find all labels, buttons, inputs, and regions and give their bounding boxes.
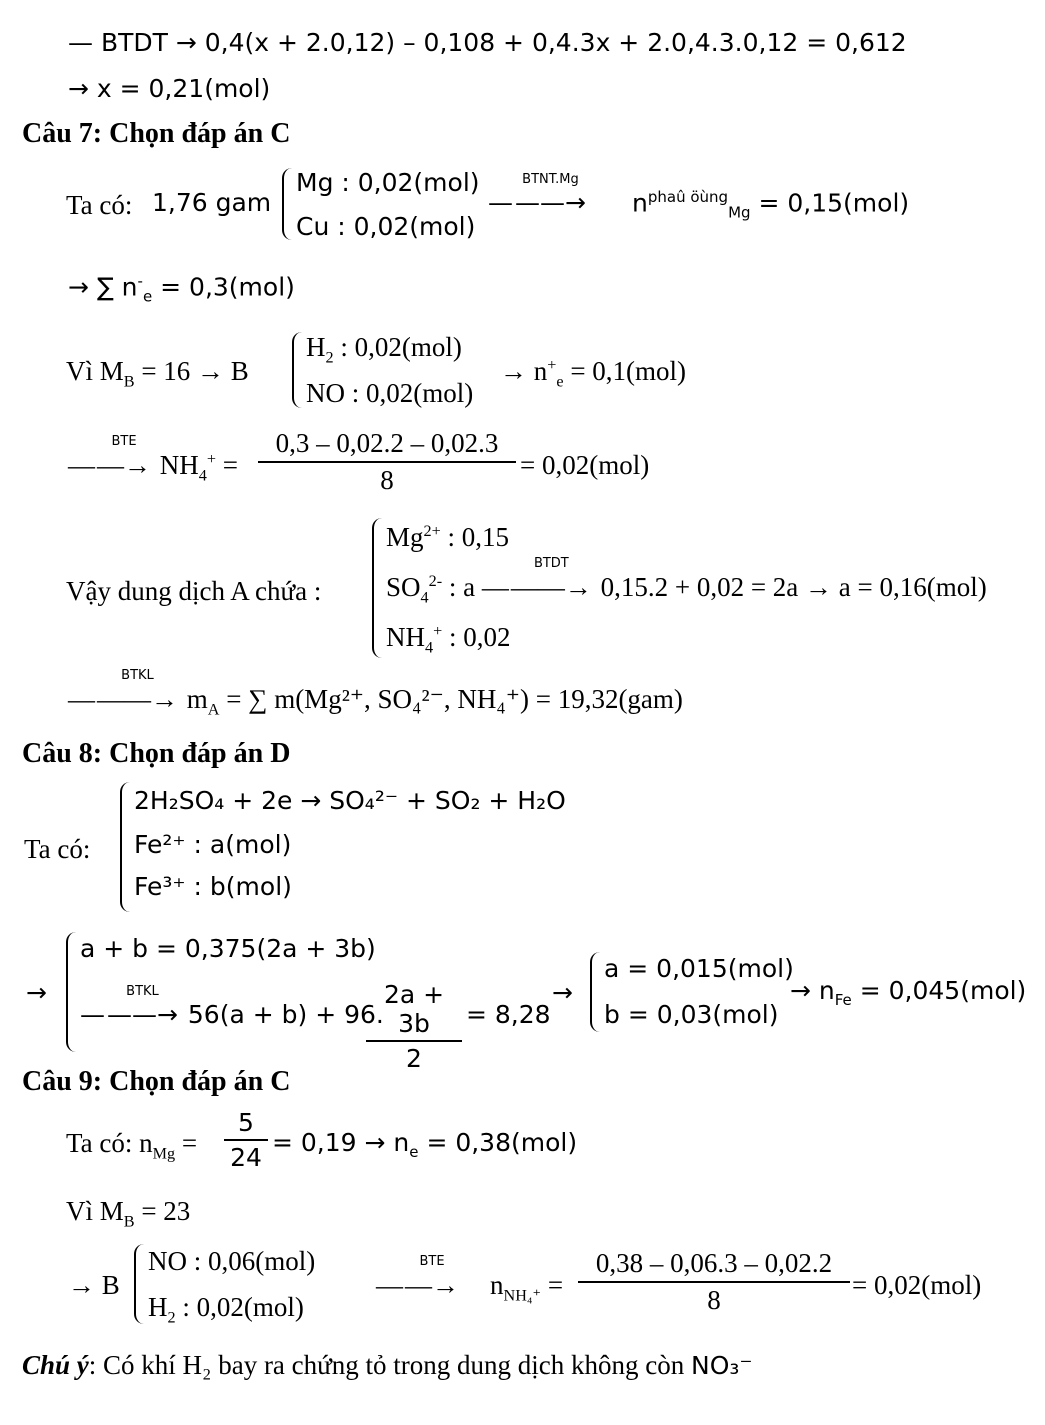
- arrow-label: BTKL: [121, 668, 154, 683]
- q8-frac-num: 2a + 3b: [383, 980, 445, 1038]
- q9-vi: [66, 1196, 190, 1231]
- q7-result-sup: phaû öùng: [647, 188, 729, 206]
- q7-frac-den: 8: [380, 465, 394, 495]
- q9-vi-text: Vì M: [66, 1196, 124, 1226]
- q7-so4-sub: 4: [420, 588, 429, 607]
- q7-mg2: [386, 522, 509, 553]
- q7-vay: Vậy dung dịch A chứa :: [66, 576, 322, 606]
- equation-text: → x = 0,21(mol): [68, 74, 271, 103]
- question-9-title: Câu 9: Chọn đáp án C: [22, 1066, 291, 1097]
- q8-nfe-n: → n: [790, 976, 835, 1005]
- arrow-label: BTNT.Mg: [522, 172, 579, 187]
- q9-taco: Ta có: $n_{Mg}$ =: [66, 1128, 198, 1163]
- q7-ma-val: = ∑ m(Mg²⁺, SO₄²⁻, NH₄⁺) = 19,32(gam): [226, 684, 683, 714]
- q8-brace: [120, 782, 132, 912]
- q9-h2-sub: 2: [167, 1308, 176, 1327]
- q9-b: → B: [68, 1270, 120, 1300]
- q9-h2-text: H: [148, 1292, 168, 1322]
- q9-frac2-num: 0,38 – 0,06.3 – 0,02.2: [595, 1248, 833, 1278]
- q7-ne-val: = 0,1(mol): [570, 356, 687, 386]
- q7-sum-sub: e: [142, 287, 153, 306]
- note-label: Chú ý: [22, 1350, 89, 1380]
- arrow-label: BTE: [419, 1254, 445, 1269]
- q7-sum-sup: -: [137, 272, 143, 290]
- q7-so4-val: : a: [448, 572, 476, 602]
- q9-fraction-2: [578, 1248, 850, 1316]
- q7-sum-val: = 0,3(mol): [160, 272, 295, 302]
- q7-vi: [66, 356, 249, 391]
- q9-frac-val: = 0,19 → n: [272, 1128, 410, 1157]
- q7-mg2-val: : 0,15: [447, 522, 510, 552]
- equation-line-2: [68, 74, 270, 103]
- question-8-title: Câu 8: Chọn đáp án D: [22, 738, 291, 769]
- q8-arrow: →: [26, 978, 47, 1007]
- q9-ne: [272, 1128, 577, 1161]
- q7-ma-sub: A: [207, 700, 220, 719]
- q7-no: NO : 0,02(mol): [306, 378, 474, 408]
- q8-nfe-sub: Fe: [834, 991, 852, 1009]
- arrow-label: BTDT: [533, 556, 569, 571]
- note-ion: NO₃⁻: [691, 1351, 753, 1380]
- q9-frac2-den: 8: [707, 1285, 721, 1315]
- q7-ion-brace: [372, 518, 384, 658]
- q7-frac-num: 0,3 – 0,02.2 – 0,02.3: [275, 428, 499, 458]
- q9-frac-den: 24: [230, 1143, 262, 1172]
- q7-nh4-sup: +: [206, 450, 216, 468]
- q7-h2-text: H: [306, 332, 326, 362]
- q7-result-val: = 0,15(mol): [758, 188, 910, 218]
- q9-h2: [148, 1292, 304, 1327]
- q7-so4: $SO_4^{2-}$ : a — BTDT ——→ 0,15.2 + 0,02 = 2a → a = 0,16(mol): [386, 556, 987, 607]
- q8-taco: Ta có:: [24, 834, 91, 864]
- q7-ma: m: [186, 684, 208, 714]
- q7-result: [632, 188, 909, 221]
- q9-h2-val: : 0,02(mol): [182, 1292, 304, 1322]
- q7-so4-sup: 2-: [428, 572, 443, 590]
- q7-ne-sub: e: [556, 372, 564, 391]
- equation-line-1: [68, 28, 907, 57]
- q8-r2: Fe²⁺ : a(mol): [134, 830, 292, 859]
- q9-nnh4-n: n: [490, 1270, 504, 1300]
- q7-vi-val: = 16 → B: [141, 356, 249, 386]
- q7-cu: Cu : 0,02(mol): [296, 212, 476, 241]
- q7-nh4b: [386, 622, 511, 657]
- q8-s1: a + b = 0,375(2a + 3b): [80, 934, 376, 963]
- q8-s2: — BTKL ——→ 56(a + b) + 96.: [80, 984, 384, 1029]
- q7-bte-line: — BTE —→ $NH_4^+$ =: [68, 434, 238, 485]
- q8-frac-den: 2: [406, 1044, 422, 1073]
- note-line: [22, 1350, 753, 1381]
- q9-ne-sub: e: [409, 1143, 419, 1161]
- q9-fraction: [224, 1108, 268, 1172]
- fraction-bar: [578, 1281, 850, 1283]
- q7-nh4b-sup: +: [433, 622, 443, 640]
- equation-text: — BTDT → 0,4(x + 2.0,12) – 0,108 + 0,4.3x + 2.0,4.3.0,12 = 0,612: [68, 28, 907, 57]
- q9-nnh4-sub: NH₄⁺: [503, 1286, 542, 1305]
- q8-s2-val: = 8,28: [466, 1000, 551, 1029]
- q7-brace: [282, 168, 294, 240]
- q9-brace: [134, 1244, 146, 1324]
- q7-taco: Ta có:: [66, 190, 133, 220]
- note-text: : Có khí H₂ bay ra chứng tỏ trong dung dịch không còn: [88, 1350, 685, 1380]
- q9-vi-sub: B: [123, 1212, 135, 1231]
- q7-mg: Mg : 0,02(mol): [296, 168, 480, 197]
- q9-vi-val: = 23: [141, 1196, 191, 1226]
- q7-so4-text: SO: [386, 572, 421, 602]
- q7-h2-val: : 0,02(mol): [340, 332, 462, 362]
- q7-mg2-text: Mg: [386, 522, 424, 552]
- q9-frac2-val: = 0,02(mol): [852, 1270, 982, 1300]
- q9-ne-val: = 0,38(mol): [426, 1128, 578, 1157]
- q7-mass: 1,76 gam: [152, 188, 272, 217]
- q7-vi-text: Vì M: [66, 356, 124, 386]
- q7-mg2-sup: 2+: [423, 522, 441, 540]
- q9-taco-sub: Mg: [152, 1144, 176, 1163]
- q7-nh4b-sub: 4: [425, 638, 434, 657]
- q7-btkl-line: — BTKL ——→ $m_A$ = ∑ m(Mg²⁺, SO₄²⁻, NH₄⁺) = 19,32(gam): [68, 668, 683, 719]
- fraction-bar: [224, 1139, 268, 1141]
- q7-ne-sup: +: [547, 356, 557, 374]
- q7-nh4b-text: NH: [386, 622, 425, 652]
- arrow-label: BTKL: [126, 984, 159, 999]
- fraction-bar: [366, 1040, 462, 1042]
- q8-r3: Fe³⁺ : b(mol): [134, 872, 292, 901]
- question-7-title: Câu 7: Chọn đáp án C: [22, 118, 291, 149]
- q7-sum: [68, 272, 295, 305]
- arrow-label: BTE: [111, 434, 137, 449]
- q7-fraction: [258, 428, 516, 496]
- q7-h2: [306, 332, 462, 367]
- q8-a: a = 0,015(mol): [604, 954, 794, 983]
- q7-result-sub: Mg: [728, 203, 751, 222]
- q9-nnh4: $n_{NH_4^+}$ =: [490, 1270, 564, 1305]
- q7-nh4-sub: 4: [198, 466, 207, 485]
- q7-sum-n: → ∑ n: [68, 272, 138, 302]
- q8-nfe-val: = 0,045(mol): [859, 976, 1027, 1005]
- q7-ne-n: → n: [500, 356, 548, 386]
- q8-system-brace: [66, 932, 78, 1052]
- q8-r1: 2H₂SO₄ + 2e → SO₄²⁻ + SO₂ + H₂O: [134, 786, 566, 815]
- q7-nh4: NH: [159, 450, 199, 480]
- q8-b: b = 0,03(mol): [604, 1000, 779, 1029]
- q9-taco-text: Ta có: n: [66, 1128, 153, 1158]
- q9-no: NO : 0,06(mol): [148, 1246, 316, 1276]
- q7-frac-val: = 0,02(mol): [520, 450, 650, 480]
- q8-s2-text: 56(a + b) + 96.: [187, 1000, 384, 1029]
- q8-fraction: [366, 980, 462, 1073]
- q9-frac-num: 5: [238, 1108, 254, 1137]
- q7-vi-sub: B: [123, 372, 135, 391]
- q7-h2-sub: 2: [325, 348, 334, 367]
- q7-result-n: n: [632, 188, 648, 218]
- q8-nfe: [790, 976, 1026, 1009]
- q7-so4-eq: 0,15.2 + 0,02 = 2a → a = 0,16(mol): [600, 572, 987, 602]
- q7-arrow: — BTNT.Mg ——→: [488, 172, 586, 217]
- q7-nh4b-val: : 0,02: [448, 622, 511, 652]
- q9-bte: — BTE —→: [376, 1254, 459, 1300]
- q7-ne: [500, 356, 686, 391]
- fraction-bar: [258, 461, 516, 463]
- q7-gas-brace: [292, 332, 304, 408]
- q8-arrow-2: →: [552, 978, 573, 1007]
- q8-ab-brace: [590, 952, 602, 1032]
